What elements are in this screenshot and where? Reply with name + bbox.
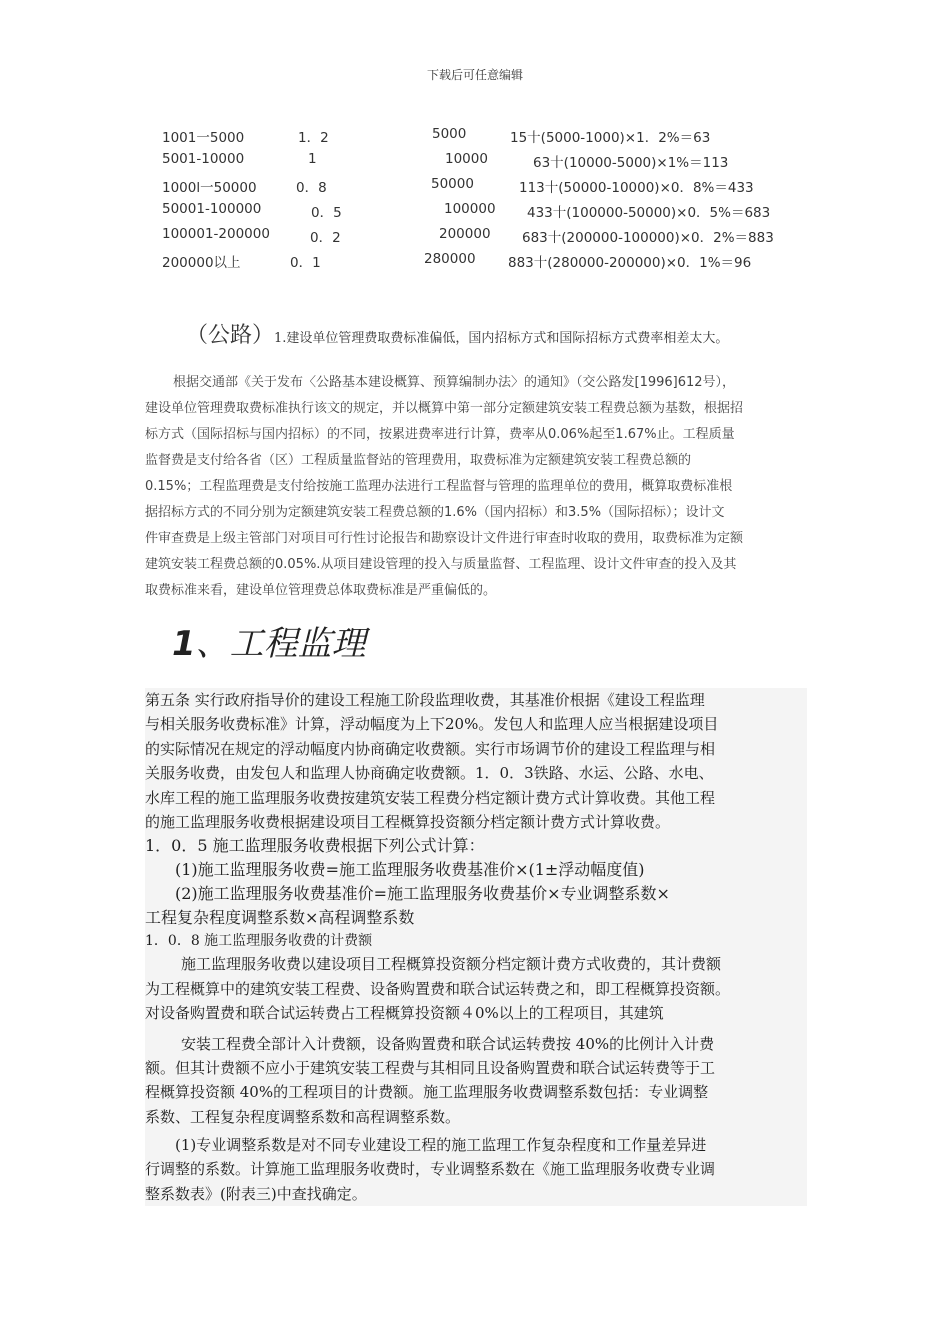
body-line: 系数、工程复杂程度调整系数和高程调整系数。: [145, 1107, 461, 1126]
subtitle-text: 1.建设单位管理费取费标准偏低，国内招标方式和国际招标方式费率相差太大。: [274, 331, 729, 346]
body-line: 水库工程的施工监理服务收费按建筑安装工程费分档定额计费方式计算收费。其他工程: [145, 788, 716, 807]
body-line: 第五条 实行政府指导价的建设工程施工阶段监理收费，其基准价根据《建设工程监理: [145, 691, 705, 709]
body-line: 施工监理服务收费以建设项目工程概算投资额分档定额计费方式收费的，其计费额: [181, 955, 722, 974]
fee-table: [162, 126, 862, 276]
paragraph-line: 监督费是支付给各省（区）工程质量监督站的管理费用，取费标准为定额建筑安装工程费总额的: [145, 453, 692, 468]
formula-2-continued: 工程复杂程度调整系数×高程调整系数: [145, 908, 415, 928]
amount-cell: 200000: [439, 226, 491, 242]
body-line: 与相关服务收费标准》计算，浮动幅度为上下20%。发包人和监理人应当根据建设项目: [145, 715, 719, 734]
paragraph-line: 取费标准来看，建设单位管理费总体取费标准是严重偏低的。: [145, 583, 497, 598]
body-line: 的实际情况在规定的浮动幅度内协商确定收费额。实行市场调节价的建设工程监理与相: [145, 739, 716, 758]
range-cell: 50001-100000: [162, 201, 262, 217]
rate-cell: 1．2: [298, 130, 329, 146]
body-line: 程概算投资额 40%的工程项目的计费额。施工监理服务收费调整系数包括：专业调整: [145, 1083, 709, 1102]
paragraph-line: 据招标方式的不同分别为定额建筑安装工程费总额的1.6%（国内招标）和3.5%（国际招标）；设计文: [145, 505, 725, 520]
rate-cell: 1: [308, 151, 317, 167]
rate-cell: 0．2: [310, 230, 341, 246]
heading-number: 1: [172, 624, 196, 664]
rate-cell: 0．1: [290, 255, 321, 271]
supervision-body: [145, 688, 807, 1206]
formula-cell: 883十(280000-200000)×0．1%＝96: [508, 255, 752, 271]
page-header: 下载后可任意编辑: [426, 68, 523, 82]
body-line: 整系数表》(附表三)中查找确定。: [145, 1184, 367, 1203]
range-cell: 5001-10000: [162, 151, 245, 167]
body-line: 安装工程费全部计入计费额，设备购置费和联合试运转费按 40%的比例计入计费: [181, 1034, 715, 1053]
section-heading: [172, 616, 366, 665]
highway-paragraph: [145, 370, 810, 604]
body-line: 的施工监理服务收费根据建设项目工程概算投资额分档定额计费方式计算收费。: [145, 812, 671, 831]
rate-cell: 0．8: [296, 180, 327, 196]
paragraph-line: 建筑安装工程费总额的0.05%.从项目建设管理的投入与质量监督、工程监理、设计文件审查的投入及其: [145, 557, 737, 572]
table-row: [162, 201, 862, 226]
formula-intro: 1．0．5 施工监理服务收费根据下列公式计算：: [145, 836, 485, 856]
amount-cell: 10000: [445, 151, 488, 167]
rate-cell: 0．5: [311, 205, 342, 221]
paragraph-line: 件审查费是上级主管部门对项目可行性讨论报告和勘察设计文件进行审查时收取的费用，取费标准为定额: [145, 531, 744, 546]
body-line: 对设备购置费和联合试运转费占工程概算投资额４0%以上的工程项目，其建筑: [145, 1004, 664, 1023]
formula-cell: 683十(200000-100000)×0．2%＝883: [522, 230, 774, 246]
highway-subtitle: [186, 318, 728, 349]
body-line: 关服务收费，由发包人和监理人协商确定收费额。1．0．3铁路、水运、公路、水电、: [145, 764, 714, 783]
section-title: 1．0．8 施工监理服务收费的计费额: [145, 933, 373, 950]
table-row: [162, 176, 862, 201]
range-cell: 200000以上: [162, 255, 241, 271]
formula-cell: 15十(5000-1000)×1．2%＝63: [510, 130, 711, 146]
amount-cell: 100000: [444, 201, 496, 217]
heading-text: 、工程监理: [195, 624, 366, 664]
body-line: 额。但其计费额不应小于建筑安装工程费与其相同且设备购置费和联合试运转费等于工: [145, 1058, 716, 1077]
body-line: 行调整的系数。计算施工监理服务收费时，专业调整系数在《施工监理服务收费专业调: [145, 1160, 716, 1179]
formula-cell: 113十(50000-10000)×0．8%＝433: [519, 180, 754, 196]
range-cell: 1000l一50000: [162, 180, 257, 196]
formula-cell: 433十(100000-50000)×0．5%＝683: [527, 205, 771, 221]
paragraph-line: 标方式（国际招标与国内招标）的不同，按累进费率进行计算，费率从0.06%起至1.67%止。工程质量: [145, 427, 735, 442]
table-row: [162, 151, 862, 176]
range-cell: 1001一5000: [162, 130, 245, 146]
amount-cell: 50000: [431, 176, 474, 192]
body-line: (1)专业调整系数是对不同专业建设工程的施工监理工作复杂程度和工作量差异进: [175, 1136, 707, 1155]
table-row: [162, 251, 862, 276]
range-cell: 100001-200000: [162, 226, 270, 242]
table-row: [162, 126, 862, 151]
paragraph-line: 0.15%；工程监理费是支付给按施工监理办法进行工程监督与管理的监理单位的费用，概算取费标准根: [145, 479, 733, 494]
amount-cell: 280000: [424, 251, 476, 267]
amount-cell: 5000: [432, 126, 467, 142]
body-line: 为工程概算中的建筑安装工程费、设备购置费和联合试运转费之和，即工程概算投资额。: [145, 979, 731, 998]
formula-2: (2)施工监理服务收费基准价=施工监理服务收费基价×专业调整系数×: [175, 884, 670, 904]
paragraph-line: 根据交通部《关于发布〈公路基本建设概算、预算编制办法〉的通知》（交公路发[1996]612号），: [173, 375, 736, 390]
formula-1: (1)施工监理服务收费=施工监理服务收费基准价×(1±浮动幅度值): [175, 860, 645, 880]
subtitle-label: （公路）: [186, 323, 275, 348]
paragraph-line: 建设单位管理费取费标准执行该文的规定，并以概算中第一部分定额建筑安装工程费总额为基数，根据招: [145, 401, 744, 416]
formula-cell: 63十(10000-5000)×1%＝113: [533, 155, 729, 171]
table-row: [162, 226, 862, 251]
